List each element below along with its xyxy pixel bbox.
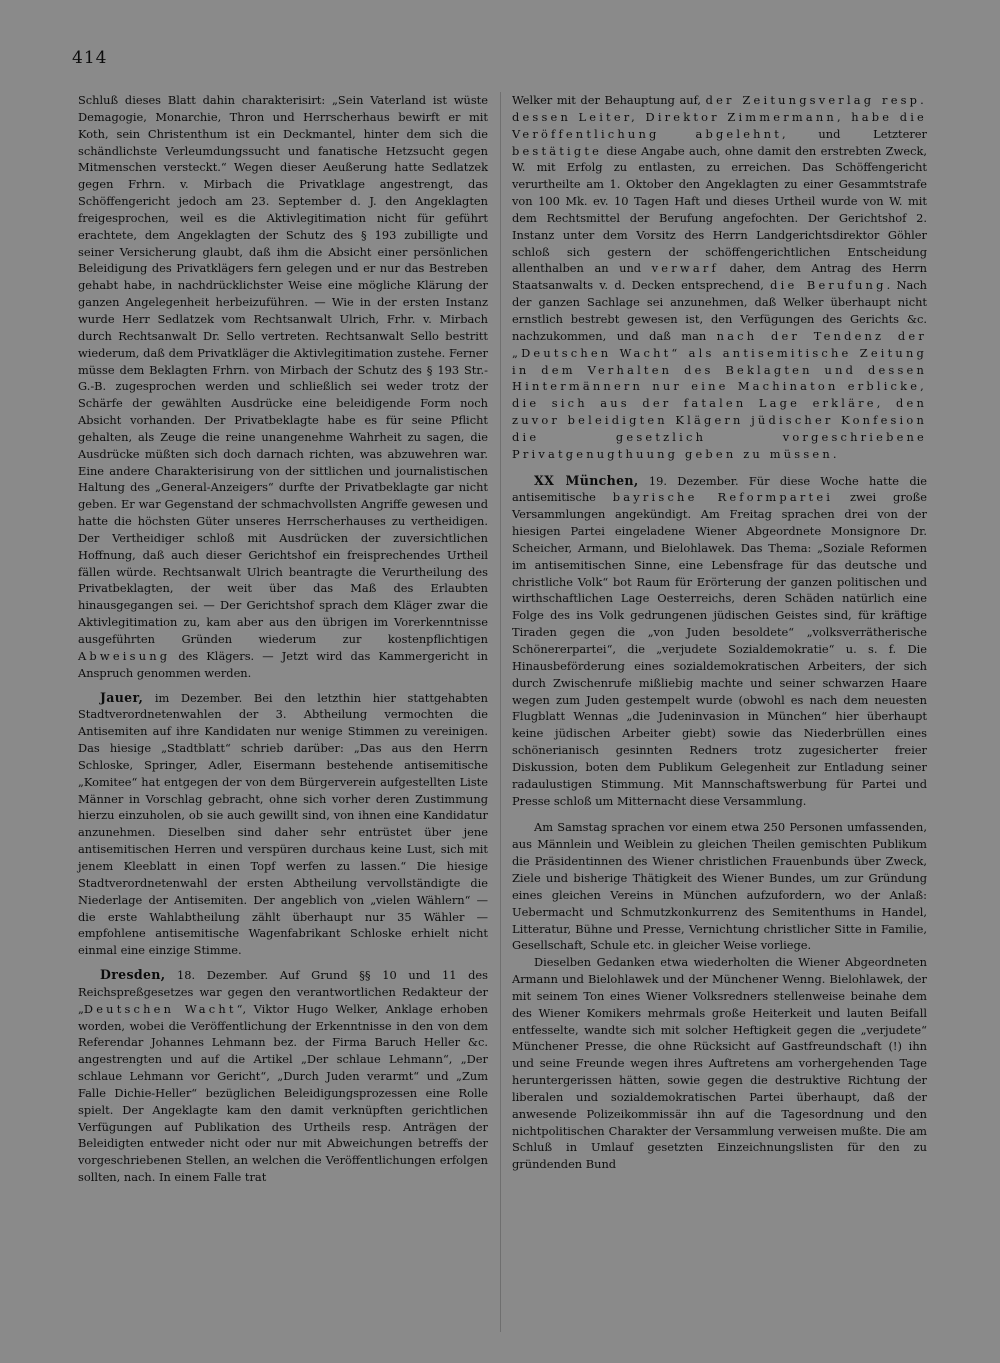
dateline: Jauer, [100, 689, 144, 705]
column-divider [500, 92, 501, 1332]
dateline: XX München, [534, 472, 639, 488]
left-column [78, 92, 488, 1186]
text-run: daher, dem Antrag des Herrn Staatsanwalts v. d. Decken entsprechend, [512, 261, 927, 293]
text-run: die Berufung [770, 278, 887, 293]
text-run: Deutschen Wacht [83, 1001, 237, 1016]
text-run: im Dezember. Bei den letzthin hier stattgehabten Stadtverordnetenwahlen der 3. Abtheilung vermochten die Antisemiten auf ihre Kandidaten nur wenige Stimmen zu vereinigen. Das hiesige „Stadtblatt“ schrieb darüber: „Das aus den Herrn Schloske, Springer, Adler, Eisermann bestehende antisemitische „Komitee“ hat entgegen der von dem Bürgerverein aufgestellten Liste Männer in Vorschlag gebracht, ohne sich vorher deren Zustimmung hierzu einzuholen, ob sie auch gewillt sind, von ihnen eine Kandidatur anzunehmen. Dieselben sind daher sehr entrüstet über jene antisemitischen Herren und verspüren durchaus keine Lust, sich mit jenem Kleeblatt in einen Topf werfen zu lassen.“ Die hiesige Stadtverordnetenwahl der ersten Abtheilung vervollständigte die Niederlage der Antisemiten. Der angeblich von „vielen Wählern“ — die erste Wahlabtheilung zählt überhaupt nur 35 Wähler — empfohlene antisemitische Wagenfabrikant Schloske erhielt nicht einmal eine einzige Stimme. [78, 690, 488, 958]
right-column [512, 92, 927, 1173]
text-run: , und Letzterer [782, 126, 927, 141]
text-run: Abweisung [78, 648, 171, 663]
text-run: Schluß dieses Blatt dahin charakterisirt: „Sein Vaterland ist wüste Demagogie, Monarchie, Thron und Herrscherhaus bewirft er mit Koth, sein Christenthum ist ein Deckmantel, hinter dem sich die schändlichste Verleumdungssucht und fanatische Hetzsucht gegen Mitmenschen versteckt.“ Wegen dieser Aeußerung hatte Sedlatzek gegen Frhrn. v. Mirbach die Privatklage angestrengt, das Schöffengericht jedoch am 23. September d. J. den Angeklagten freigesprochen, weil es die Aktivlegitimation nicht für geführt erachtete, dem Angeklagten der Schutz des § 193 zubilligte und seiner Versicherung glaubt, daß ihm die Absicht einer persönlichen Beleidigung des Privatklägers fern gelegen und er nur das Bestreben gehabt habe, in nachdrücklichster Weise eine mögliche Klärung der ganzen Angelegenheit herbeizuführen. — Wie in der ersten Instanz wurde Herr Sedlatzek vom Rechtsanwalt Ulrich, Frhr. v. Mirbach durch Rechtsanwalt Dr. Sello vertreten. Rechtsanwalt Sello bestritt wiederum, daß dem Privatkläger die Aktivlegitimation zustehe. Ferner müsse dem Beklagten Frhrn. von Mirbach der Schutz des § 193 Str.-G.-B. zugesprochen werden und schließlich sei weder trotz der Schärfe der gewählten Ausdrücke eine beleidigende Form noch Absicht vorhanden. Der Privatbeklagte habe es für seine Pflicht gehalten, als Zeuge die reine unangenehme Wahrheit zu sagen, die Ausdrücke müßten sich doch darnach richten, was abzuwehren war. Eine andere Charakterisirung von der sittlichen und journalistischen Haltung des „General-Anzeigers“ durfte der Privatbeklagte gar nicht geben. Er war Gegenstand der schmachvollsten Angriffe gewesen und hatte die höchsten Güter unseres Herrscherhauses zu vertheidigen. Der Vertheidiger schloß mit Ausdrücken der zuversichtlichen Hoffnung, daß auch dieser Gerichtshof ein freisprechendes Urtheil fällen würde. Rechtsanwalt Ulrich beantragte die Verurtheilung des Privatbeklagten, der weit über das Maß des Erlaubten hinausgegangen sei. — Der Gerichtshof sprach dem Kläger zwar die Aktivlegitimation zu, kam aber aus den übrigen im Vorerkenntnisse ausgeführten Gründen wiederum zur kostenpflichtigen [78, 93, 488, 646]
paragraph [512, 819, 927, 954]
text-run: . Nach der ganzen Sachlage sei anzunehmen, daß Welker überhaupt nicht ernstlich bestrebt gewesen ist, den Verfügungen des Gerichts &c. nachzukommen, und daß man [512, 278, 927, 343]
text-run: des Klägers. — Jetzt wird das Kammergericht in Anspruch genommen werden. [78, 648, 488, 680]
text-run: zwei große Versammlungen angekündigt. Am Freitag sprachen drei von der hiesigen Partei eingeladene Wiener Abgeordnete Monsignore Dr. Scheicher, Armann, und Bielohlawek. Das Thema: „Soziale Reformen im antisemitischen Sinne, eine Lebensfrage für das deutsche und christliche Volk“ bot Raum für Erörterung der ganzen politischen und wirthschaftlichen Lage Oesterreichs, deren Schäden natürlich eine Folge des ins Volk gedrungenen jüdischen Geistes sind, für kräftige Tiraden gegen die „von Juden besoldete“ „volksverrätherische Schönererpartei“, die „verjudete Sozialdemokratie“ u. s. f. Die Hinausbeförderung eines sozialdemokratischen Arbeiters, der sich durch Zwischenrufe mißliebig machte und seiner schwarzen Haare wegen zum Juden gestempelt wurde (obwohl es nach dem neuesten Flugblatt Wennas „die Judeninvasion in München“ hier überhaupt keine jüdischen Arbeiter giebt) sowie das Niederbrüllen eines schönerianisch gesinnten Redners trotz zugesicherter freier Diskussion, boten dem Publikum Gelegenheit zur Entladung seiner radaulustigen Stimmung. Mit Mannschaftswerbung für Partei und Presse schloß um Mitternacht diese Versammlung. [512, 490, 927, 808]
text-run: bayrische Reformpartei [612, 490, 834, 505]
dateline: Dresden, [100, 967, 166, 983]
paragraph [512, 473, 927, 810]
paragraph [78, 92, 488, 682]
text-run: “, Viktor Hugo Welker, Anklage erhoben worden, wobei die Veröffentlichung der Erkenntnisse in den von dem Referendar Johannes Lehmann bez. der Firma Baruch Heller &c. angestrengten und auf die Artikel „Der schlaue Lehmann“, „Der schlaue Lehmann vor Gericht“, „Durch Juden verarmt“ und „Zum Falle Dichie-Heller“ bezüglichen Beleidigungsprozessen eine Rolle spielt. Der Angeklagte kam den damit verknüpften gerichtlichen Verfügungen auf Publikation des Urtheils resp. Anträgen der Beleidigten entweder nicht oder nur mit Abweichungen betreffs der vorgeschriebenen Stellen, an welchen die Veröffentlichungen erfolgen sollten, nach. In einem Falle trat [78, 1001, 488, 1185]
paragraph [78, 690, 488, 960]
text-run: verwarf [651, 261, 719, 276]
text-run: 19. Dezember. Für diese Woche hatte die antisemitische [512, 473, 928, 505]
text-run: diese Angabe auch, ohne damit den erstrebten Zweck, W. mit Erfolg zu entlasten, zu erreichen. Das Schöffengericht verurtheilte am 1. Oktober den Angeklagten zu einer Gesammtstrafe von 100 Mk. ev. 10 Tagen Haft und dieses Urtheil wurde von W. mit dem Rechtsmittel der Berufung angefochten. Der Gerichtshof 2. Instanz unter dem Vorsitz des Herrn Landgerichtsdirektor Göhler schloß sich gestern der schöffengerichtlichen Entscheidung allenthalben an und [512, 143, 927, 276]
paragraph [512, 92, 927, 463]
text-run: der Zeitungsverlag resp. dessen Leiter, Direktor Zimmermann, habe die Veröffentlichung abgelehnt [512, 93, 927, 141]
text-run: Am Samstag sprachen vor einem etwa 250 Personen umfassenden, aus Männlein und Weiblein zu gleichen Theilen gemischten Publikum die Präsidentinnen des Wiener christlichen Frauenbunds über Zweck, Ziele und bisherige Thätigkeit des Wiener Bundes, um zur Gründung eines gleichen Vereins in München aufzufordern, wo der Anlaß: Uebermacht und Schmutzkonkurrenz des Semitenthums in Handel, Litteratur, Bühne und Presse, Vernichtung christlicher Sitte in Familie, Gesellschaft, Schule etc. in gleicher Weise vorliege. [512, 820, 927, 953]
text-run: bestätigte [512, 143, 603, 158]
text-run: Welker mit der Behauptung auf, [512, 93, 706, 107]
text-run: 18. Dezember. Auf Grund §§ 10 und 11 des Reichspreßgesetzes war gegen den verantwortlichen Redakteur der „ [78, 968, 488, 1016]
paragraph [512, 954, 927, 1173]
text-run: nach der Tendenz der „Deutschen Wacht“ als antisemitische Zeitung in dem Verhalten des Beklagten und dessen Hintermännern nur eine Machinaton erblicke, die sich aus der fatalen Lage erkläre, den zuvor beleidigten Klägern jüdischer Konfesion die gesetzlich vorgeschriebene Privatgenugthuung geben zu müssen. [512, 328, 927, 461]
page-number: 414 [72, 48, 108, 68]
text-run: Dieselben Gedanken etwa wiederholten die Wiener Abgeordneten Armann und Bielohlawek und der Münchener Wenng. Bielohlawek, der mit seinem Ton eines Wiener Volksredners stellenweise beinahe dem des Wiener Komikers mehrmals große Heiterkeit und lauten Beifall entfesselte, wandte sich mit solcher Heftigkeit gegen die „verjudete“ Münchener Presse, die ohne Rücksicht auf Gastfreundschaft (!) ihn und seine Freunde wegen ihres Auftretens am vorhergehenden Tage heruntergerissen hätten, sowie gegen die destruktive Richtung der liberalen und sozialdemokratischen Partei überhaupt, daß der anwesende Polizeikommissär ihn auf die Tagesordnung und den nichtpolitischen Charakter der Versammlung verweisen mußte. Die am Schluß in Umlauf gesetzten Einzeichnungslisten für den zu gründenden Bund [512, 955, 927, 1172]
paragraph [78, 967, 488, 1186]
